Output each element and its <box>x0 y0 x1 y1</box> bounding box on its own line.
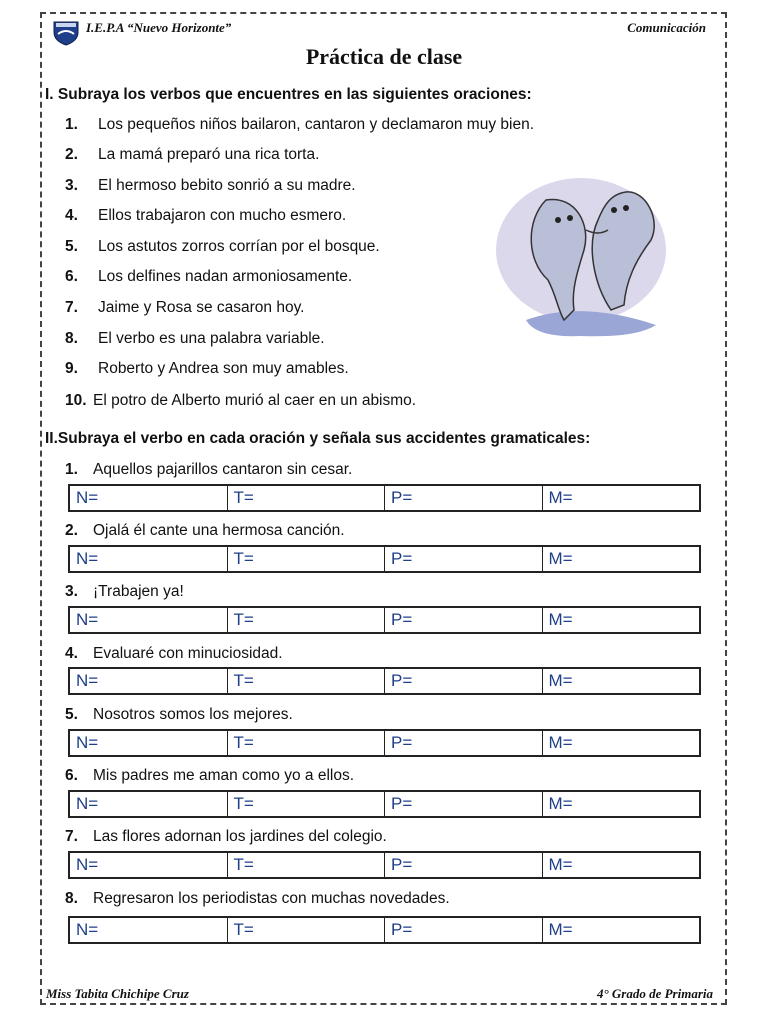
section1-item <box>65 207 346 225</box>
answer-row <box>68 606 701 634</box>
answer-cell[interactable]: N= <box>70 486 228 510</box>
section1-item <box>65 116 534 134</box>
section2-item <box>65 461 352 479</box>
section1-item <box>65 299 304 317</box>
grade-label: 4° Grado de Primaria <box>596 986 713 1001</box>
section2-item <box>65 583 184 601</box>
answer-cell[interactable]: N= <box>70 853 228 877</box>
answer-cell[interactable]: P= <box>385 486 543 510</box>
item-number: 7. <box>65 828 78 845</box>
answer-cell[interactable]: T= <box>228 608 386 632</box>
answer-cell[interactable]: P= <box>385 547 543 571</box>
item-number: 5. <box>65 238 78 255</box>
answer-cell[interactable]: M= <box>548 610 573 629</box>
item-number: 10. <box>65 392 87 409</box>
item-sentence: Mis padres me aman como yo a ellos. <box>93 767 355 784</box>
item-number: 3. <box>65 177 78 194</box>
answer-cell[interactable]: T= <box>228 853 386 877</box>
item-sentence: Roberto y Andrea son muy amables. <box>98 360 349 377</box>
item-number: 3. <box>65 583 78 600</box>
item-number: 4. <box>65 645 78 662</box>
item-sentence: Aquellos pajarillos cantaron sin cesar. <box>93 461 353 478</box>
item-sentence: Evaluaré con minuciosidad. <box>93 645 283 662</box>
section1-item <box>65 238 380 256</box>
school-name: I.E.P.A “Nuevo Horizonte” <box>86 20 232 35</box>
section1-item <box>65 146 319 164</box>
item-sentence: ¡Trabajen ya! <box>93 583 184 600</box>
item-number: 1. <box>65 116 78 133</box>
answer-cell[interactable]: T= <box>228 731 386 755</box>
section2-item <box>65 706 293 724</box>
answer-cell[interactable]: T= <box>228 669 386 693</box>
teacher-name: Miss Tabita Chichipe Cruz <box>46 986 189 1001</box>
item-sentence: Nosotros somos los mejores. <box>93 706 293 723</box>
answer-cell[interactable]: N= <box>70 731 228 755</box>
item-sentence: Jaime y Rosa se casaron hoy. <box>98 299 305 316</box>
item-number: 2. <box>65 146 78 163</box>
item-sentence: Los astutos zorros corrían por el bosque. <box>98 238 380 255</box>
section1-item <box>65 177 356 195</box>
answer-cell[interactable]: N= <box>70 792 228 816</box>
item-sentence: Ojalá él cante una hermosa canción. <box>93 522 345 539</box>
answer-cell[interactable]: P= <box>385 669 543 693</box>
answer-cell[interactable]: M= <box>548 549 573 568</box>
section2-item <box>65 828 387 846</box>
item-sentence: Los delfines nadan armoniosamente. <box>98 268 353 285</box>
answer-cell[interactable]: T= <box>228 547 386 571</box>
item-sentence: Los pequeños niños bailaron, cantaron y declamaron muy bien. <box>98 116 534 133</box>
answer-cell[interactable]: M= <box>548 794 573 813</box>
section2-item <box>65 522 345 540</box>
item-number: 7. <box>65 299 78 316</box>
section2-item <box>65 645 283 663</box>
answer-row <box>68 729 701 757</box>
answer-row <box>68 545 701 573</box>
page-title: Práctica de clase <box>305 44 463 69</box>
item-sentence: Ellos trabajaron con mucho esmero. <box>98 207 347 224</box>
answer-cell[interactable]: N= <box>70 547 228 571</box>
item-number: 1. <box>65 461 78 478</box>
answer-row <box>68 851 701 879</box>
item-number: 6. <box>65 767 78 784</box>
item-sentence: El potro de Alberto murió al caer en un abismo. <box>93 392 417 409</box>
item-sentence: El verbo es una palabra variable. <box>98 330 325 347</box>
item-number: 8. <box>65 890 78 907</box>
answer-cell[interactable]: M= <box>548 488 573 507</box>
answer-cell[interactable]: P= <box>385 792 543 816</box>
section1-heading: I. Subraya los verbos que encuentres en las siguientes oraciones: <box>45 86 532 103</box>
answer-cell[interactable]: P= <box>385 853 543 877</box>
answer-cell[interactable]: T= <box>228 486 386 510</box>
answer-cell[interactable]: M= <box>548 855 573 874</box>
section2-item <box>65 767 354 785</box>
answer-row <box>68 484 701 512</box>
item-number: 9. <box>65 360 78 377</box>
answer-cell[interactable]: M= <box>548 920 573 939</box>
answer-row <box>68 667 701 695</box>
answer-cell[interactable]: T= <box>228 792 386 816</box>
item-sentence: Regresaron los periodistas con muchas novedades. <box>93 890 450 907</box>
item-number: 6. <box>65 268 78 285</box>
answer-cell[interactable]: N= <box>70 918 228 942</box>
item-number: 8. <box>65 330 78 347</box>
answer-cell[interactable]: N= <box>70 669 228 693</box>
answer-cell[interactable]: P= <box>385 731 543 755</box>
answer-cell[interactable]: N= <box>70 608 228 632</box>
answer-cell[interactable]: P= <box>385 918 543 942</box>
answer-cell[interactable]: M= <box>548 733 573 752</box>
item-number: 5. <box>65 706 78 723</box>
school-shield-icon <box>52 20 80 46</box>
answer-cell[interactable]: M= <box>548 671 573 690</box>
section1-item <box>65 268 352 286</box>
item-sentence: Las flores adornan los jardines del colegio. <box>93 828 387 845</box>
item-sentence: La mamá preparó una rica torta. <box>98 146 320 163</box>
subject-name: Comunicación <box>627 20 706 35</box>
answer-cell[interactable]: P= <box>385 608 543 632</box>
answer-row <box>68 916 701 944</box>
section2-item <box>65 890 450 908</box>
item-sentence: El hermoso bebito sonrió a su madre. <box>98 177 356 194</box>
section1-item <box>65 392 416 410</box>
dolphins-illustration <box>486 160 676 345</box>
item-number: 2. <box>65 522 78 539</box>
section2-heading: II.Subraya el verbo en cada oración y señala sus accidentes gramaticales: <box>45 430 591 447</box>
answer-cell[interactable]: T= <box>228 918 386 942</box>
item-number: 4. <box>65 207 78 224</box>
section1-item <box>65 330 325 348</box>
section1-item <box>65 360 349 378</box>
answer-row <box>68 790 701 818</box>
